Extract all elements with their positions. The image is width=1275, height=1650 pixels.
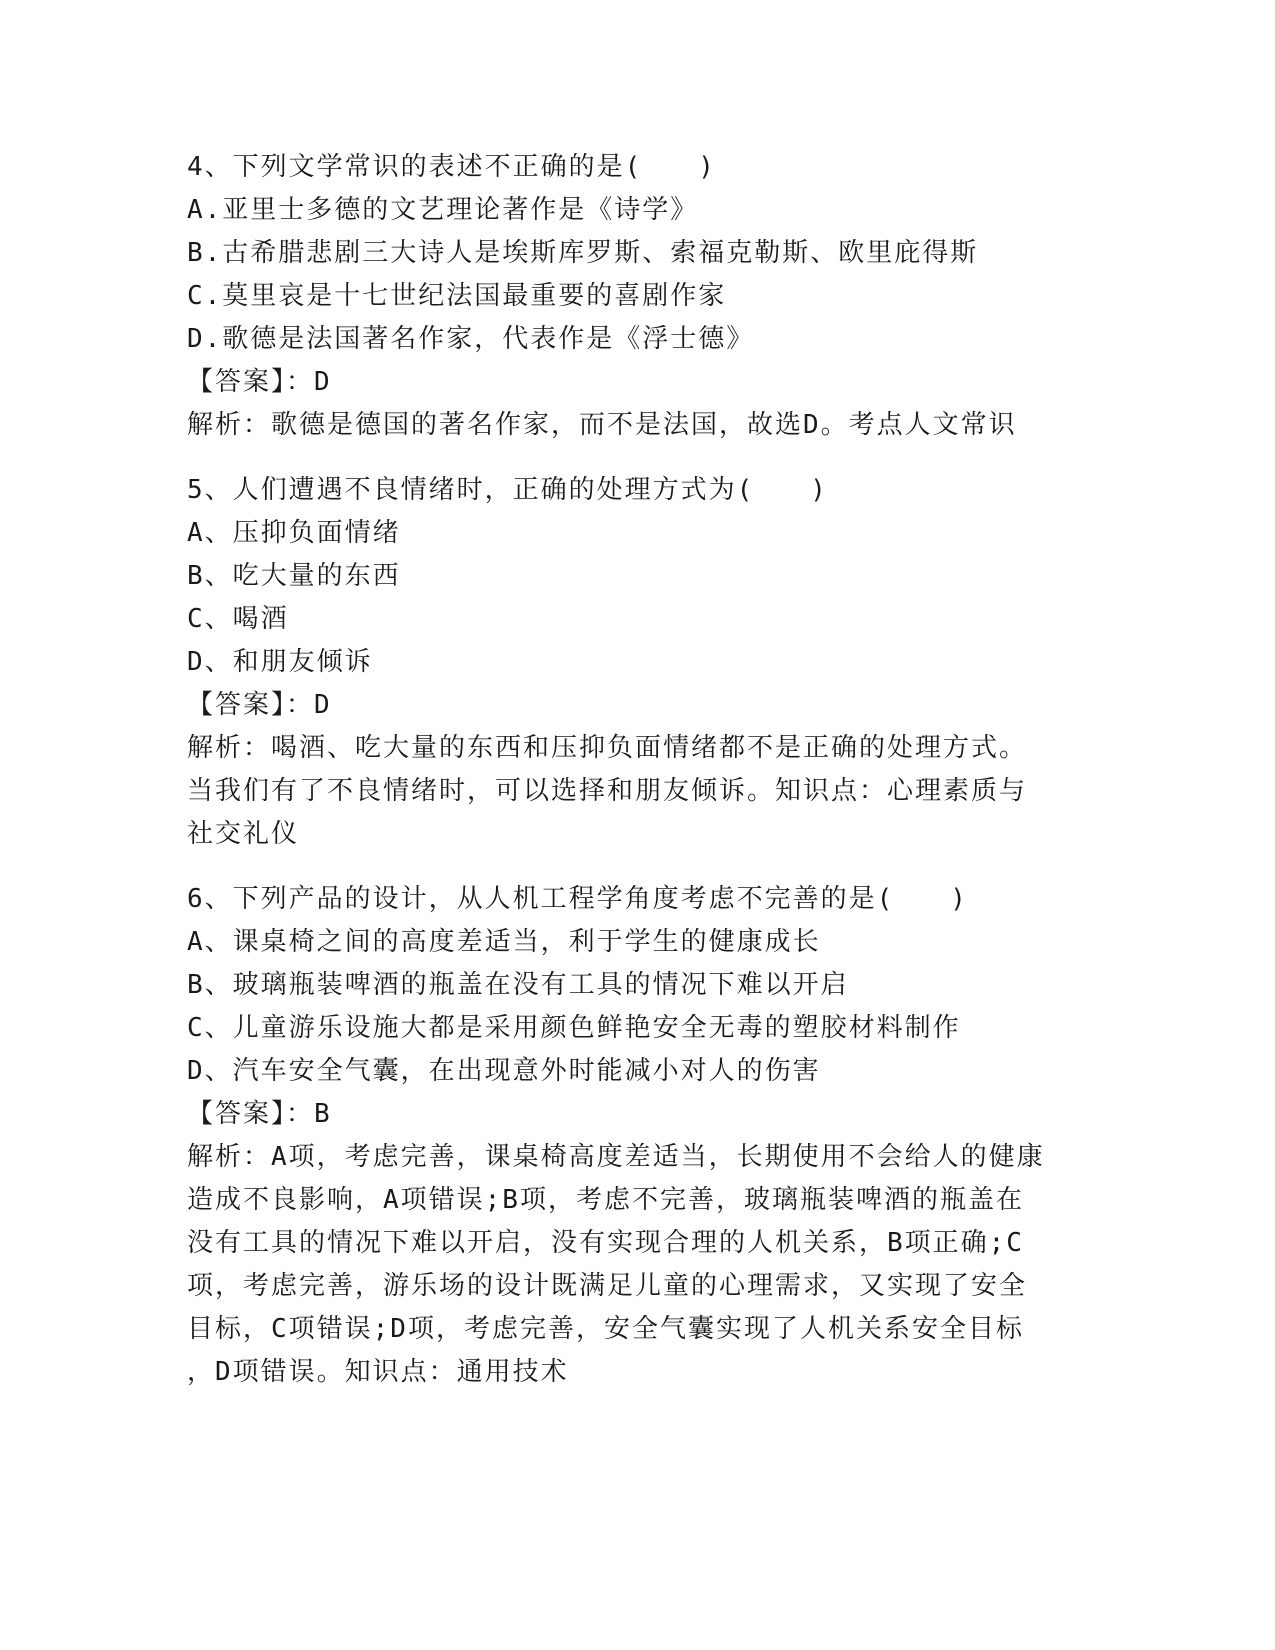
option-a: A、课桌椅之间的高度差适当，利于学生的健康成长: [187, 927, 821, 957]
answer: 【答案】：D: [187, 367, 332, 397]
analysis-line: 当我们有了不良情绪时，可以选择和朋友倾诉。知识点：心理素质与: [187, 776, 1028, 806]
option-d: D.歌德是法国著名作家，代表作是《浮士德》: [187, 324, 755, 354]
analysis-line: ，D项错误。知识点：通用技术: [187, 1357, 569, 1387]
question-4: [187, 146, 1087, 447]
answer: 【答案】：D: [187, 690, 332, 720]
question-list: [187, 146, 1087, 1394]
option-b: B、玻璃瓶装啤酒的瓶盖在没有工具的情况下难以开启: [187, 970, 849, 1000]
option-c: C、儿童游乐设施大都是采用颜色鲜艳安全无毒的塑胶材料制作: [187, 1013, 961, 1043]
question-5: [187, 469, 1087, 856]
question-stem: 5、人们遭遇不良情绪时，正确的处理方式为( ): [187, 475, 828, 505]
answer: 【答案】：B: [187, 1099, 332, 1129]
spacer: [187, 447, 1087, 469]
option-c: C.莫里哀是十七世纪法国最重要的喜剧作家: [187, 281, 727, 311]
analysis-line: 解析：A项，考虑完善，课桌椅高度差适当，长期使用不会给人的健康: [187, 1142, 1045, 1172]
question-6: [187, 878, 1087, 1394]
option-b: B、吃大量的东西: [187, 561, 401, 591]
option-a: A、压抑负面情绪: [187, 518, 401, 548]
option-a: A.亚里士多德的文艺理论著作是《诗学》: [187, 195, 699, 225]
analysis-line: 没有工具的情况下难以开启，没有实现合理的人机关系，B项正确;C: [187, 1228, 1024, 1258]
analysis-line: 目标，C项错误;D项，考虑完善，安全气囊实现了人机关系安全目标: [187, 1314, 1024, 1344]
spacer: [187, 856, 1087, 878]
analysis-line: 项，考虑完善，游乐场的设计既满足儿童的心理需求，又实现了安全: [187, 1271, 1028, 1301]
option-d: D、汽车安全气囊，在出现意外时能减小对人的伤害: [187, 1056, 821, 1086]
analysis-line: 造成不良影响，A项错误;B项，考虑不完善，玻璃瓶装啤酒的瓶盖在: [187, 1185, 1024, 1215]
analysis-line: 解析：歌德是德国的著名作家，而不是法国，故选D。考点人文常识: [187, 410, 1017, 440]
option-d: D、和朋友倾诉: [187, 647, 373, 677]
option-b: B.古希腊悲剧三大诗人是埃斯库罗斯、索福克勒斯、欧里庇得斯: [187, 238, 979, 268]
analysis-line: 解析：喝酒、吃大量的东西和压抑负面情绪都不是正确的处理方式。: [187, 733, 1028, 763]
option-c: C、喝酒: [187, 604, 289, 634]
question-stem: 6、下列产品的设计，从人机工程学角度考虑不完善的是( ): [187, 884, 968, 914]
analysis-line: 社交礼仪: [187, 819, 300, 849]
question-stem: 4、下列文学常识的表述不正确的是( ): [187, 152, 716, 182]
